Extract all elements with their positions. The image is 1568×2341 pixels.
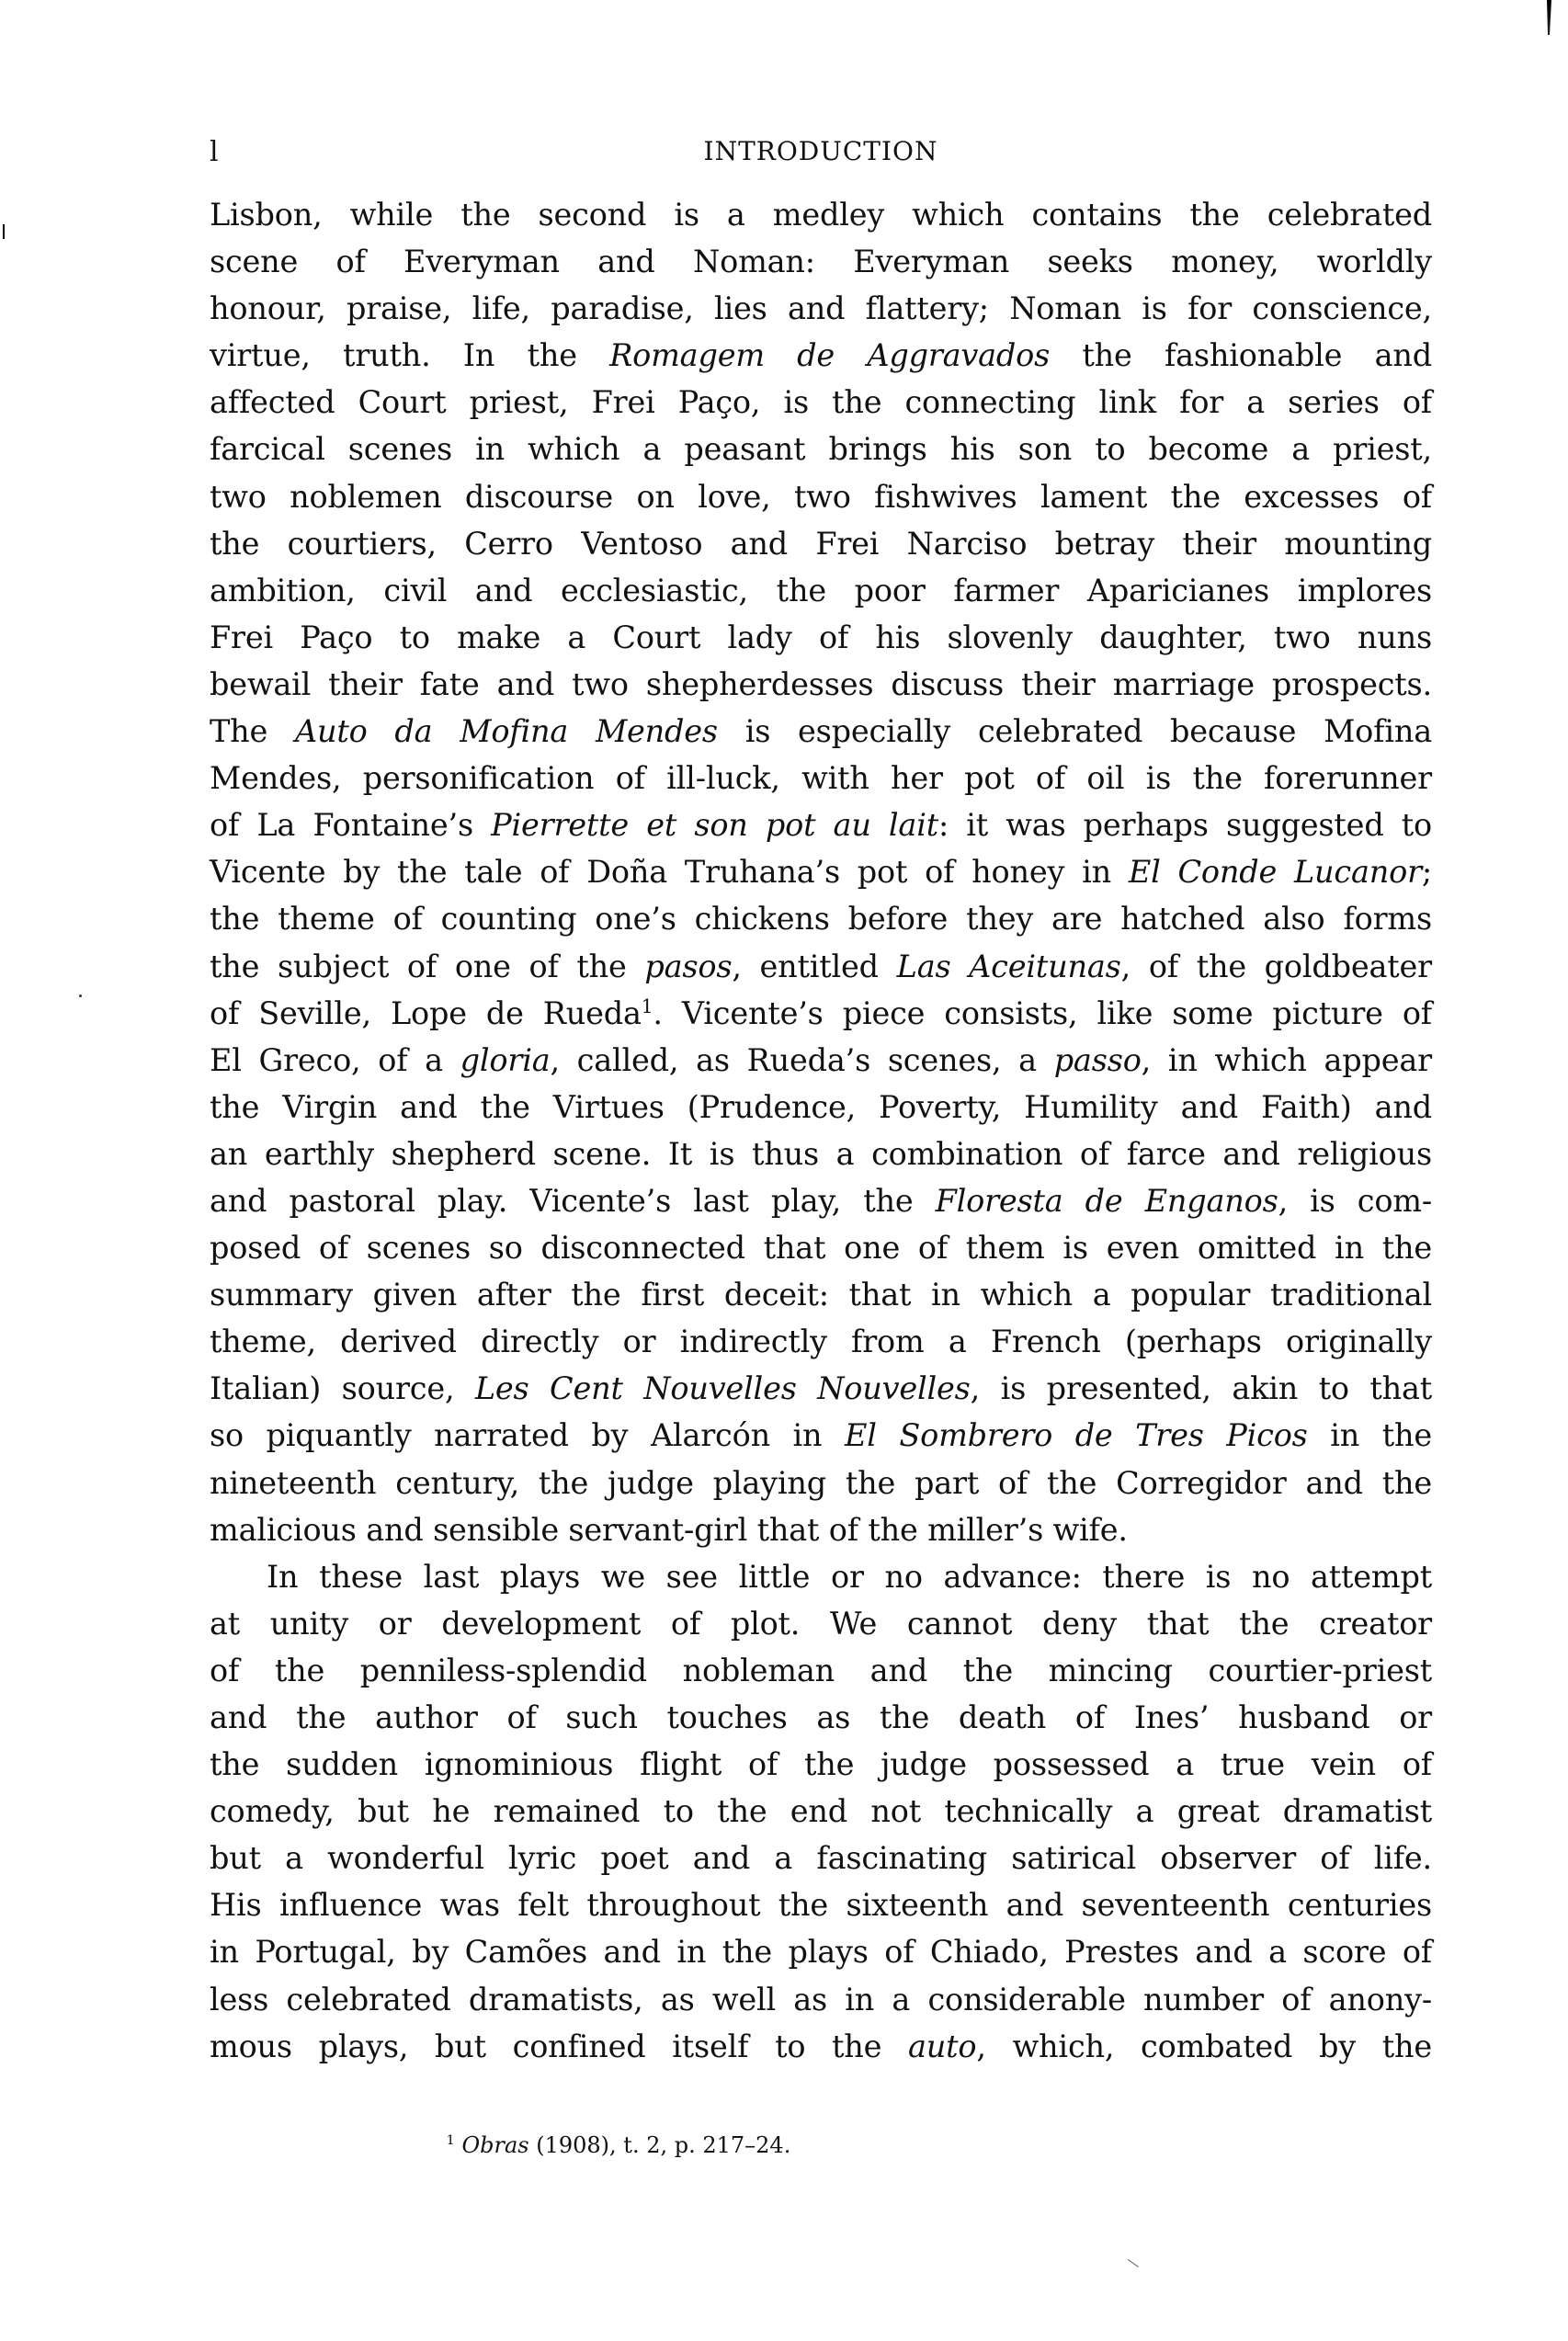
text-run: . Vicente’s piece consists, like some picture of xyxy=(653,994,1432,1031)
text-line xyxy=(210,1881,1432,1928)
text-run: , entitled xyxy=(732,948,897,984)
text-run: posed of scenes so disconnected that one of them is even omitted in the xyxy=(210,1230,1432,1267)
text-line xyxy=(210,1600,1432,1647)
footnote xyxy=(0,2132,1568,2158)
text-line xyxy=(210,520,1432,567)
text-line xyxy=(210,895,1432,942)
text-line xyxy=(210,755,1432,801)
italic-title: Pierrette et son pot au lait xyxy=(491,807,938,844)
italic-title: El Conde Lucanor xyxy=(1128,854,1422,891)
text-run: the Virgin and the Virtues (Prudence, Poverty, Humility and Faith) and xyxy=(210,1088,1432,1125)
text-run: of La Fontaine’s xyxy=(210,807,492,844)
text-run: an earthly shepherd scene. It is thus a combination of farce and religious xyxy=(210,1135,1432,1172)
text-run: Italian) source, xyxy=(210,1370,475,1407)
text-run: of Seville, Lope de Rueda xyxy=(210,994,642,1031)
text-run: less celebrated dramatists, as well as in a considerable number of anony- xyxy=(210,1981,1432,2017)
italic-title: Romagem de Aggravados xyxy=(609,337,1051,374)
text-run: The xyxy=(210,713,295,750)
text-run: is especially celebrated because Mofina xyxy=(717,713,1432,750)
text-line xyxy=(210,1412,1432,1459)
text-run: two noblemen discourse on love, two fishwives lament the excesses of xyxy=(210,478,1432,515)
text-line xyxy=(210,1835,1432,1881)
text-line xyxy=(210,661,1432,708)
text-line xyxy=(210,1084,1432,1131)
text-line xyxy=(210,1460,1432,1506)
text-run: farcical scenes in which a peasant brings his son to become a priest, xyxy=(210,431,1432,468)
text-line xyxy=(210,1788,1432,1835)
book-page xyxy=(210,119,1432,2070)
italic-title: Las Aceitunas xyxy=(896,948,1121,984)
text-run: , called, as Rueda’s scenes, a xyxy=(550,1041,1054,1078)
text-line xyxy=(210,567,1432,614)
text-run: El Greco, of a xyxy=(210,1041,460,1078)
italic-title: Les Cent Nouvelles Nouvelles xyxy=(474,1370,971,1407)
text-line xyxy=(210,1976,1432,2023)
text-line xyxy=(210,1131,1432,1177)
text-line xyxy=(210,1318,1432,1365)
text-run: the subject of one of the xyxy=(210,948,645,984)
footnote-title: Obras xyxy=(461,2132,529,2158)
text-run: Mendes, personification of ill-luck, with her pot of oil is the forerunner xyxy=(210,760,1432,797)
text-line xyxy=(210,990,1432,1037)
text-line xyxy=(210,848,1432,895)
text-line xyxy=(210,1224,1432,1271)
footnote-marker: 1 xyxy=(446,2133,455,2148)
italic-title: Floresta de Enganos xyxy=(935,1182,1278,1219)
text-line xyxy=(210,1506,1432,1553)
text-run: ; xyxy=(1421,854,1433,891)
footnote-text: (1908), t. 2, p. 217–24. xyxy=(528,2132,791,2158)
text-line xyxy=(210,191,1432,238)
text-run: so piquantly narrated by Alarcón in xyxy=(210,1417,846,1454)
text-run: virtue, truth. In the xyxy=(210,337,610,374)
scan-artifact-bracket xyxy=(0,224,5,239)
text-line xyxy=(210,1365,1432,1412)
text-line xyxy=(210,1177,1432,1224)
text-run: of the penniless-splendid nobleman and the mincing courtier-priest xyxy=(210,1652,1432,1688)
text-run: ambition, civil and ecclesiastic, the poor farmer Aparicianes implores xyxy=(210,572,1432,608)
italic-title: pasos xyxy=(644,948,733,984)
italic-title: gloria xyxy=(460,1041,551,1078)
text-run: mous plays, but confined itself to the xyxy=(210,2028,909,2064)
text-run: but a wonderful lyric poet and a fascinating satirical observer of life. xyxy=(210,1840,1432,1877)
text-line xyxy=(210,379,1432,426)
text-run: bewail their fate and two shepherdesses discuss their marriage prospects. xyxy=(210,665,1432,702)
text-run: and pastoral play. Vicente’s last play, the xyxy=(210,1182,936,1219)
italic-title: passo xyxy=(1053,1041,1142,1078)
page-number: l xyxy=(210,136,219,168)
text-line xyxy=(210,2023,1432,2070)
text-line xyxy=(210,801,1432,848)
scan-artifact-dot xyxy=(79,994,82,997)
text-line xyxy=(210,1694,1432,1741)
text-run: affected Court priest, Frei Paço, is the connecting link for a series of xyxy=(210,384,1432,421)
text-run: : it was perhaps suggested to xyxy=(937,807,1432,844)
text-run: summary given after the first deceit: that in which a popular traditional xyxy=(210,1277,1432,1313)
text-line xyxy=(210,1553,1432,1600)
footnote-ref: 1 xyxy=(641,994,653,1017)
text-run: and the author of such touches as the death of Ines’ husband or xyxy=(210,1699,1432,1735)
text-run: , which, combated by the xyxy=(976,2028,1432,2064)
text-run: , of the goldbeater xyxy=(1120,948,1432,984)
text-run: the courtiers, Cerro Ventoso and Frei Narciso betray their mounting xyxy=(210,525,1432,562)
scan-artifact-tick xyxy=(1128,2259,1139,2267)
text-run: scene of Everyman and Noman: Everyman seeks money, worldly xyxy=(210,244,1432,280)
page-header xyxy=(210,119,1432,175)
text-line xyxy=(210,1271,1432,1318)
italic-title: auto xyxy=(908,2028,977,2064)
text-run: , is com- xyxy=(1278,1182,1432,1219)
text-line xyxy=(210,1928,1432,1975)
text-run: , is presented, akin to that xyxy=(970,1370,1432,1407)
text-run: comedy, but he remained to the end not technically a great dramatist xyxy=(210,1793,1432,1830)
text-line xyxy=(210,943,1432,990)
body-text xyxy=(210,191,1432,2070)
text-run: the fashionable and xyxy=(1050,337,1432,374)
text-line xyxy=(210,238,1432,285)
text-line xyxy=(210,1741,1432,1788)
text-run: Vicente by the tale of Doña Truhana’s pot of honey in xyxy=(210,854,1129,891)
text-line xyxy=(210,473,1432,520)
italic-title: El Sombrero de Tres Picos xyxy=(845,1417,1308,1454)
text-run: the theme of counting one’s chickens before they are hatched also forms xyxy=(210,901,1432,938)
text-line xyxy=(210,426,1432,472)
text-run: malicious and sensible servant-girl that of the miller’s wife. xyxy=(210,1511,1128,1548)
text-run: at unity or development of plot. We cannot deny that the creator xyxy=(210,1605,1432,1642)
text-line xyxy=(210,285,1432,332)
text-run: honour, praise, life, paradise, lies and flattery; Noman is for conscience, xyxy=(210,290,1432,327)
text-run: , in which appear xyxy=(1141,1041,1432,1078)
text-line xyxy=(210,1647,1432,1694)
text-run: nineteenth century, the judge playing the part of the Corregidor and the xyxy=(210,1464,1432,1501)
scan-artifact-mark xyxy=(1547,0,1551,35)
text-line xyxy=(210,614,1432,661)
text-run: His influence was felt throughout the sixteenth and seventeenth centuries xyxy=(210,1887,1432,1924)
italic-title: Auto da Mofina Mendes xyxy=(294,713,718,750)
text-line xyxy=(210,332,1432,379)
running-head: INTRODUCTION xyxy=(703,136,938,166)
text-line xyxy=(210,708,1432,755)
text-run: Frei Paço to make a Court lady of his slovenly daughter, two nuns xyxy=(210,619,1432,655)
text-line xyxy=(210,1037,1432,1084)
text-run: Lisbon, while the second is a medley which contains the celebrated xyxy=(210,197,1432,233)
text-run: in Portugal, by Camões and in the plays of Chiado, Prestes and a score of xyxy=(210,1934,1432,1971)
text-run: In these last plays we see little or no advance: there is no attempt xyxy=(267,1558,1432,1595)
text-run: theme, derived directly or indirectly from a French (perhaps originally xyxy=(210,1324,1432,1360)
text-run: in the xyxy=(1307,1417,1432,1454)
text-run: the sudden ignominious flight of the judge possessed a true vein of xyxy=(210,1746,1432,1783)
